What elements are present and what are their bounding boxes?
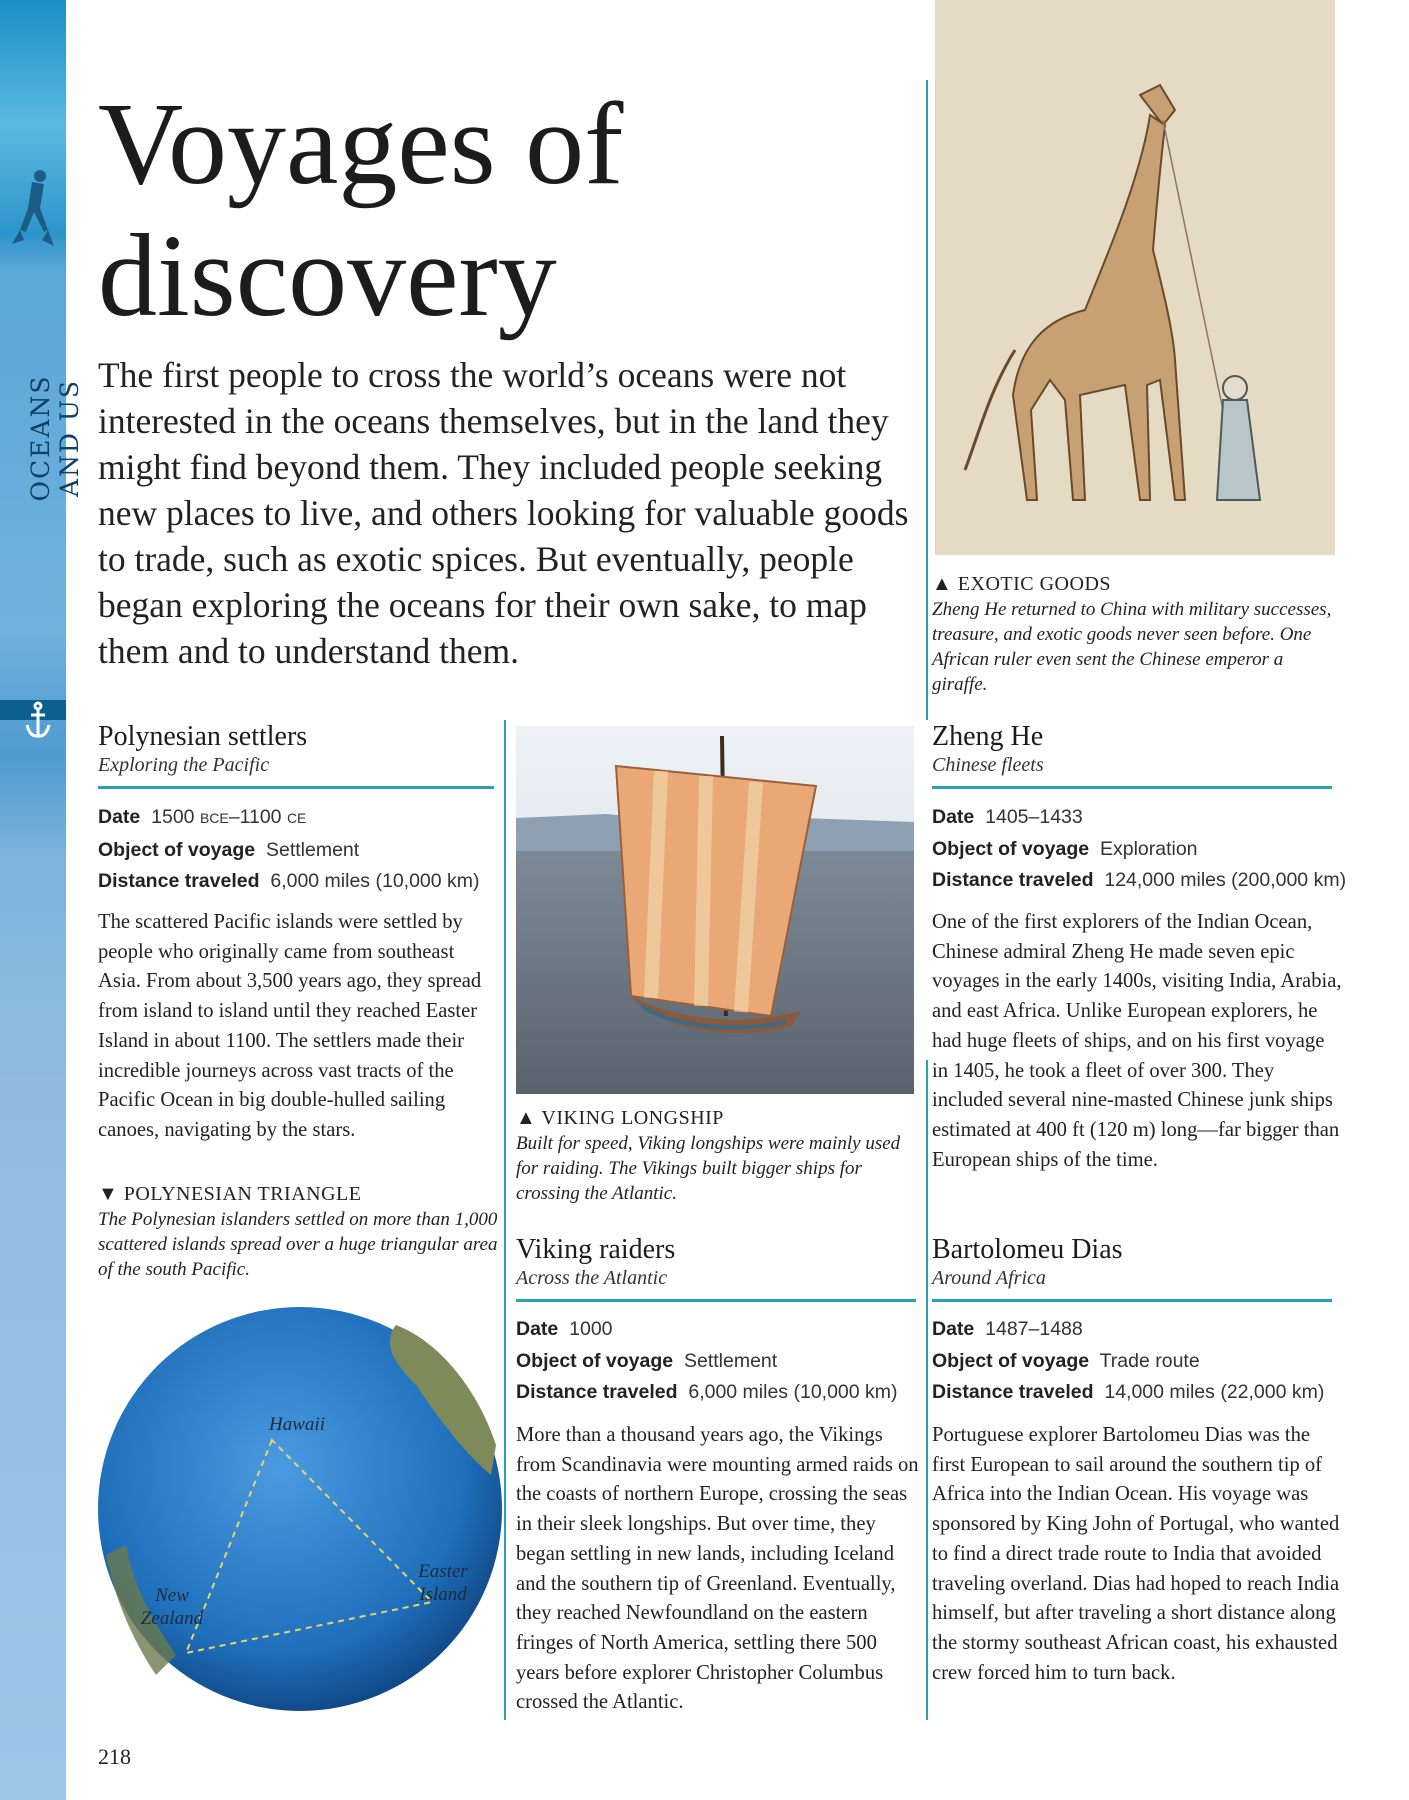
- diver-icon: [10, 168, 56, 248]
- column-rule: [926, 80, 928, 720]
- section-subtitle: Around Africa: [932, 1267, 1046, 1289]
- new-zealand-label: New Zealand: [140, 1585, 204, 1629]
- section-rule: [932, 786, 1332, 789]
- viking-section: [516, 1234, 916, 1290]
- section-title: Polynesian settlers: [98, 721, 308, 752]
- polynesian-section: [98, 721, 494, 777]
- dias-section: [932, 1234, 1332, 1290]
- giraffe-caption: ▲ EXOTIC GOODS Zheng He returned to China with military successes, treasure, and exotic goods never seen before. One African ruler even sent the Chinese emperor a giraffe.: [932, 573, 1332, 695]
- viking-longship-image: [516, 726, 914, 1094]
- hawaii-label: Hawaii: [269, 1414, 325, 1435]
- polynesian-facts: Date 1500 BCE–1100 CE Object of voyage Settlement Distance traveled 6,000 miles (10,000 km): [98, 806, 480, 892]
- dias-facts: Date 1487–1488 Object of voyage Trade route Distance traveled 14,000 miles (22,000 km): [932, 1318, 1325, 1403]
- section-sidebar: [0, 0, 84, 1800]
- zheng-he-facts: Date 1405–1433 Object of voyage Exploration Distance traveled 124,000 miles (200,000 km): [932, 806, 1347, 891]
- zheng-he-section: [932, 721, 1332, 777]
- easter-island-label: Easter Island: [418, 1561, 468, 1605]
- pacific-globe-map: [96, 1305, 506, 1715]
- dias-body: Portuguese explorer Bartolomeu Dias was the first European to sail around the southern tip of Africa into the Indian Ocean. His voyage was sponsored by King John of Portugal, who wanted to find a direct trade route to India that avoided traveling overland. Dias had hoped to reach India himself, but after traveling a short distance along the stormy southeast African coast, his exhausted crew forced him to turn back.: [932, 1424, 1340, 1684]
- page-number: 218: [98, 1744, 131, 1769]
- giraffe-painting-image: [935, 0, 1335, 555]
- section-rule: [516, 1299, 916, 1302]
- viking-facts: Date 1000 Object of voyage Settlement Distance traveled 6,000 miles (10,000 km): [516, 1318, 898, 1403]
- polynesian-body: The scattered Pacific islands were settled by people who originally came from southeast Asia. From about 3,500 years ago, they spread from island to island until they reached Easter Island in about 1100. The settlers made their incredible journeys across vast tracts of the Pacific Ocean in big double-hulled sailing canoes, navigating by the stars.: [98, 911, 482, 1141]
- section-subtitle: Across the Atlantic: [516, 1267, 668, 1289]
- anchor-icon: [24, 701, 52, 741]
- section-rule: [98, 786, 494, 789]
- viking-body: More than a thousand years ago, the Vikings from Scandinavia were mounting armed raids on the coasts of northern Europe, crossing the seas in their sleek longships. But over time, they began settling in new lands, including Iceland and the southern tip of Greenland. Eventually, they reached Newfoundland on the eastern fringes of North America, settling there 500 years before explorer Christopher Columbus crossed the Atlantic.: [516, 1424, 919, 1714]
- page-title: Voyages of discovery: [98, 78, 624, 341]
- section-title: Viking raiders: [516, 1234, 676, 1265]
- section-title: Bartolomeu Dias: [932, 1234, 1123, 1265]
- section-label: OCEANS AND US: [26, 374, 84, 502]
- zheng-he-body: One of the first explorers of the Indian Ocean, Chinese admiral Zheng He made seven epic voyages in the early 1400s, visiting India, Arabia, and east Africa. Unlike European explorers, he had huge fleets of ships, and on his first voyage in 1405, he took a fleet of over 300. They included several nine-masted Chinese junk ships estimated at 400 ft (120 m) long—far bigger than European ships of the time.: [932, 911, 1342, 1171]
- triangle-caption: ▼ POLYNESIAN TRIANGLE The Polynesian islanders settled on more than 1,000 scattered islands spread over a huge triangular area of the south Pacific.: [98, 1183, 498, 1280]
- longship-caption: ▲ VIKING LONGSHIP Built for speed, Viking longships were mainly used for raiding. The Vikings built bigger ships for crossing the Atlantic.: [516, 1107, 901, 1204]
- section-subtitle: Exploring the Pacific: [98, 754, 270, 776]
- intro-paragraph: The first people to cross the world’s oceans were not interested in the oceans themselves, but in the land they might find beyond them. They included people seeking new places to live, and others looking for valuable goods to trade, such as exotic spices. But eventually, people began exploring the oceans for their own sake, to map them and to understand them.: [98, 355, 909, 671]
- section-subtitle: Chinese fleets: [932, 754, 1044, 776]
- section-rule: [932, 1299, 1332, 1302]
- section-title: Zheng He: [932, 721, 1044, 752]
- column-rule: [926, 1060, 928, 1720]
